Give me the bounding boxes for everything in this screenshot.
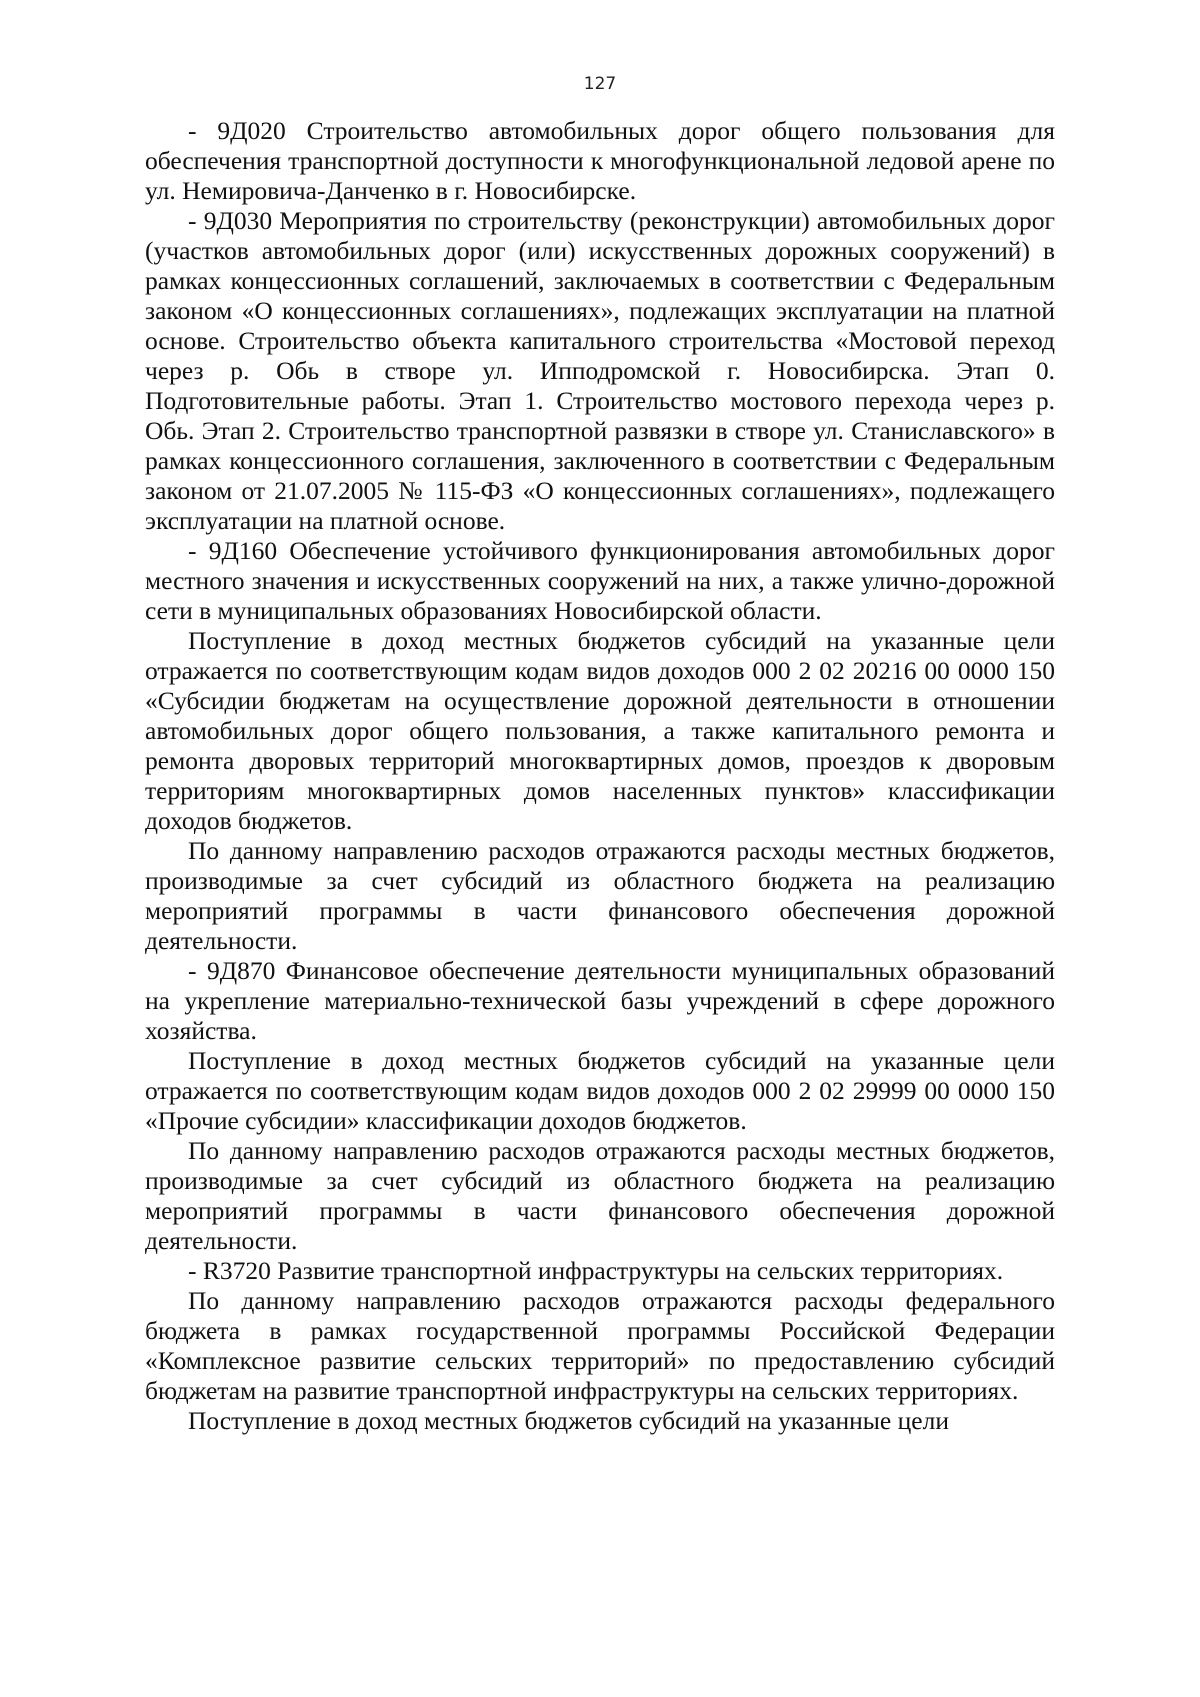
paragraph-9d870: - 9Д870 Финансовое обеспечение деятельности муниципальных образований на укрепление материально-технической базы учреждений в сфере дорожного хозяйства.	[145, 956, 1055, 1045]
document-body	[145, 116, 1055, 1436]
page-number: 127	[583, 74, 617, 94]
paragraph-income-9d870: Поступление в доход местных бюджетов субсидий на указанные цели отражается по соответствующим кодам видов доходов 000 2 02 29999 00 0000 150 «Прочие субсидии» классификации доходов бюджетов.	[145, 1046, 1055, 1135]
paragraph-9d030: - 9Д030 Мероприятия по строительству (реконструкции) автомобильных дорог (участков автомобильных дорог (или) искусственных дорожных сооружений) в рамках концессионных соглашений, заключаемых в соответствии с Федеральным законом «О концессионных соглашениях», подлежащих эксплуатации на платной основе. Строительство объекта капитального строительства «Мостовой переход через р. Обь в створе ул. Ипподромской г. Новосибирска. Этап 0. Подготовительные работы. Этап 1. Строительство мостового перехода через р. Обь. Этап 2. Строительство транспортной развязки в створе ул. Станиславского» в рамках концессионного соглашения, заключенного в соответствии с Федеральным законом от 21.07.2005 № 115-ФЗ «О концессионных соглашениях», подлежащего эксплуатации на платной основе.	[145, 206, 1055, 535]
paragraph-9d020: - 9Д020 Строительство автомобильных дорог общего пользования для обеспечения транспортной доступности к многофункциональной ледовой арене по ул. Немировича-Данченко в г. Новосибирске.	[145, 116, 1055, 205]
paragraph-expenses-9d870: По данному направлению расходов отражаются расходы местных бюджетов, производимые за счет субсидий из областного бюджета на реализацию мероприятий программы в части финансового обеспечения дорожной деятельности.	[145, 1136, 1055, 1255]
paragraph-r3720: - R3720 Развитие транспортной инфраструктуры на сельских территориях.	[188, 1256, 1004, 1285]
paragraph-expenses-r3720: По данному направлению расходов отражаются расходы федерального бюджета в рамках государственной программы Российской Федерации «Комплексное развитие сельских территорий» по предоставлению субсидий бюджетам на развитие транспортной инфраструктуры на сельских территориях.	[145, 1286, 1055, 1405]
paragraph-expenses-9d160: По данному направлению расходов отражаются расходы местных бюджетов, производимые за счет субсидий из областного бюджета на реализацию мероприятий программы в части финансового обеспечения дорожной деятельности.	[145, 836, 1055, 955]
paragraph-income-9d160: Поступление в доход местных бюджетов субсидий на указанные цели отражается по соответствующим кодам видов доходов 000 2 02 20216 00 0000 150 «Субсидии бюджетам на осуществление дорожной деятельности в отношении автомобильных дорог общего пользования, а также капитального ремонта и ремонта дворовых территорий многоквартирных домов, проездов к дворовым территориям многоквартирных домов населенных пунктов» классификации доходов бюджетов.	[145, 626, 1055, 835]
paragraph-9d160: - 9Д160 Обеспечение устойчивого функционирования автомобильных дорог местного значения и искусственных сооружений на них, а также улично-дорожной сети в муниципальных образованиях Новосибирской области.	[145, 536, 1055, 625]
paragraph-income-r3720: Поступление в доход местных бюджетов субсидий на указанные цели	[188, 1406, 949, 1435]
